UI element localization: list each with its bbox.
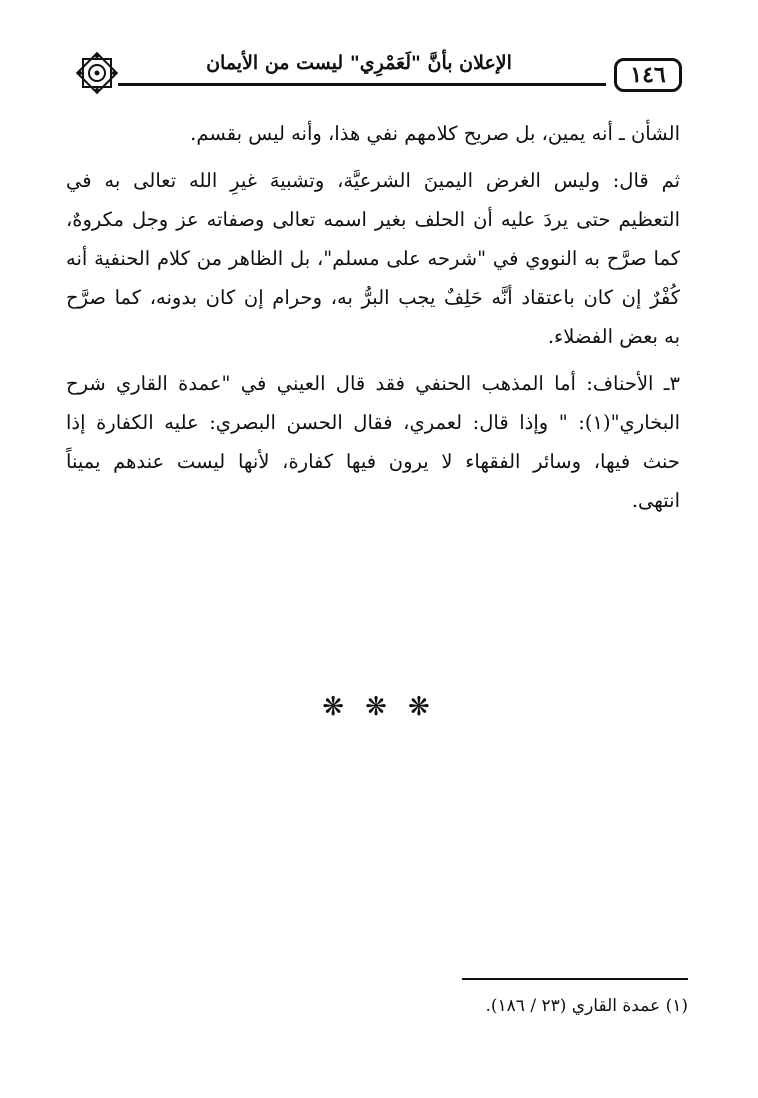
- paragraph: [66, 364, 680, 520]
- text-line: به بعض الفضلاء.: [547, 325, 680, 348]
- text-line: الشأن ـ أنه يمين، بل صريح كلامهم نفي هذا، وأنه ليس بقسم.: [190, 122, 680, 145]
- page-number: ١٤٦: [630, 62, 666, 88]
- text-line: كُفْرٌ إن كان باعتقاد أنَّه حَلِفٌ يجب البرُّ به، وحرام إن كان بدونه، كما صرَّح: [66, 286, 680, 309]
- text-line: البخاري"(١): " وإذا قال: لعمري، فقال الحسن البصري: عليه الكفارة إذا: [66, 411, 680, 434]
- footnote-rule: [462, 978, 688, 980]
- text-line: انتهى.: [631, 489, 680, 512]
- paragraph: [66, 161, 680, 356]
- text-line: ثم قال: وليس الغرض اليمينَ الشرعيَّة، وتشبيهَ غيرِ الله تعالى به في: [66, 169, 680, 192]
- running-title: الإعلان بأنَّ "لَعَمْرِي" ليست من الأيمان: [206, 52, 512, 74]
- paragraph: [66, 114, 680, 153]
- page-number-box: [614, 58, 682, 92]
- header-rule: [118, 83, 606, 86]
- page-header: [62, 48, 686, 100]
- section-separator: ❋ ❋ ❋: [322, 692, 436, 722]
- footnote: (١) عمدة القاري (٢٣ / ١٨٦).: [485, 996, 688, 1016]
- body-text: [66, 114, 680, 520]
- text-line: كما صرَّح به النووي في "شرحه على مسلم"، بل الظاهر من كلام الحنفية أنه: [66, 247, 680, 270]
- text-line: التعظيم حتى يردَ عليه أن الحلف بغير اسمه تعالى وصفاته عز وجل مكروهٌ،: [66, 208, 680, 231]
- octagram-ornament-icon: [74, 50, 120, 96]
- text-line: حنث فيها، وسائر الفقهاء لا يرون فيها كفارة، لأنها ليست عندهم يميناً: [66, 450, 680, 473]
- text-line: ٣ـ الأحناف: أما المذهب الحنفي فقد قال العيني في "عمدة القاري شرح: [66, 372, 680, 395]
